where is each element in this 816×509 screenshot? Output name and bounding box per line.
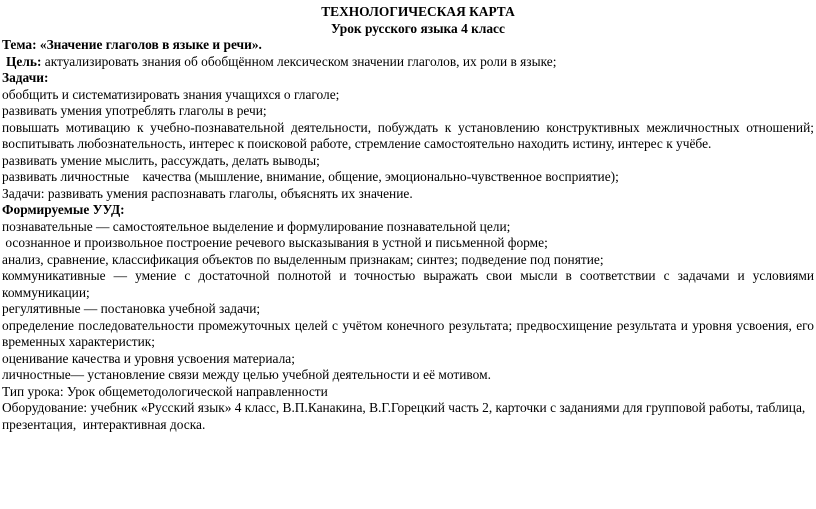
uud-item: анализ, сравнение, классификация объектов по выделенным признакам; синтез; подведение под понятие;	[2, 251, 604, 267]
uud-item: оценивание качества и уровня усвоения материала;	[2, 350, 295, 366]
goal-value: актуализировать знания об обобщённом лексическом значении глаголов, их роли в языке;	[44, 53, 557, 69]
document-title: ТЕХНОЛОГИЧЕСКАЯ КАРТА	[321, 4, 515, 19]
uud-item: личностные— установление связи между целью учебной деятельности и её мотивом.	[2, 367, 491, 382]
task-item: развивать умения употреблять глаголы в речи;	[2, 103, 267, 118]
uud-item: регулятивные — постановка учебной задачи;	[2, 301, 261, 316]
lesson-type-line: Тип урока: Урок общеметодологической направленности	[2, 383, 328, 399]
uud-item: коммуникативные — умение с достаточной полнотой и точностью выражать свои мысли в соответствии с задачами и условиями коммуникации;	[2, 268, 814, 300]
uud-item: осознанное и произвольное построение речевого высказывания в устной и письменной форме;	[2, 235, 548, 250]
skill-think-line: развивать умение мыслить, рассуждать, делать выводы;	[2, 152, 320, 168]
tasks-recognize-line: Задачи: развивать умения распознавать глаголы, объяснять их значение.	[2, 185, 413, 201]
document-subtitle: Урок русского языка 4 класс	[331, 20, 505, 36]
uud-item: определение последовательности промежуточных целей с учётом конечного результата; предвосхищение результата и уровня усвоения, его временных характеристик;	[2, 317, 814, 349]
topic-value: «Значение глаголов в языке и речи».	[39, 37, 262, 52]
topic-label: Тема:	[2, 37, 37, 52]
goal-line	[2, 54, 814, 71]
task-item: обобщить и систематизировать знания учащихся о глаголе;	[2, 86, 340, 102]
personal-qualities-line: развивать личностные качества (мышление, внимание, общение, эмоционально-чувственное восприятие);	[2, 169, 619, 184]
topic-line	[2, 37, 814, 54]
uud-item: познавательные — самостоятельное выделение и формулирование познавательной цели;	[2, 218, 511, 234]
task-item: повышать мотивацию к учебно-познавательной деятельности, побуждать к установлению конструктивных межличностных отношений; воспитывать любознательность, интерес к поисковой работе, стремление самостоятельно находить истину, интерес к учёбе.	[2, 119, 814, 151]
goal-label: Цель:	[6, 53, 42, 69]
equipment-line: Оборудование: учебник «Русский язык» 4 класс, В.П.Канакина, В.Г.Горецкий часть 2, карточки с заданиями для групповой работы, таблица, презентация, интерактивная доска.	[2, 400, 809, 432]
tasks-label: Задачи:	[2, 70, 49, 85]
uud-label: Формируемые УУД:	[2, 202, 125, 217]
